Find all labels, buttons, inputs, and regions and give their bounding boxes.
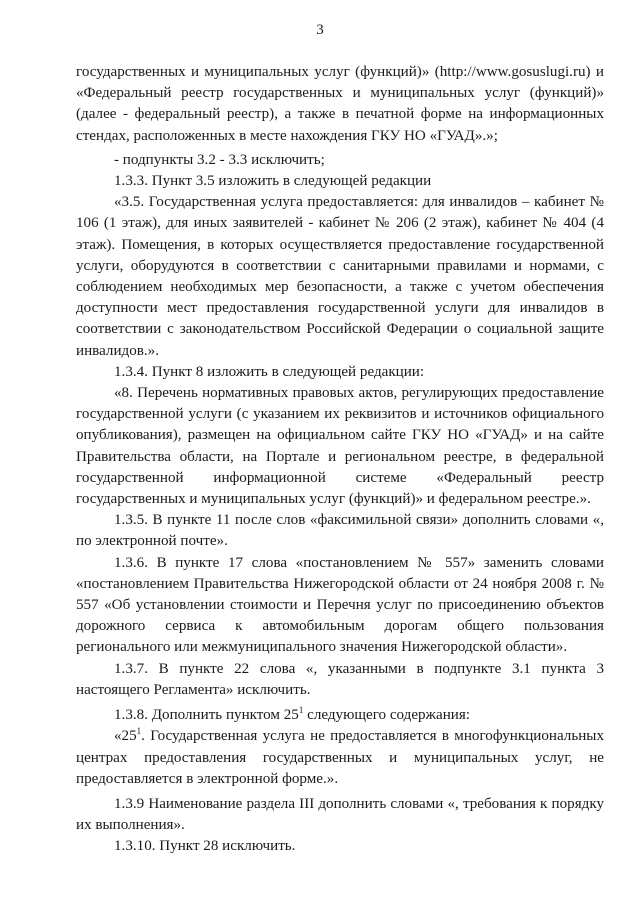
paragraph-1-3-9: 1.3.9 Наименование раздела III дополнить словами «, требования к порядку их выполнения».: [76, 795, 604, 834]
paragraph-25-1-text: [76, 726, 604, 790]
page-number: 3: [316, 22, 324, 38]
paragraph-8-text: «8. Перечень нормативных правовых актов, регулирующих предоставление государственной услуги (с указанием их реквизитов и источников официального опубликования), размещен на официальном сайте ГКУ НО «ГУАД» и на сайте Правительства области, на Портале и региональном реестре, в федеральной государственной информационной системе «Федеральный реестр государственных и муниципальных услуг (функций)» и федеральном реестре.».: [76, 385, 604, 508]
paragraph-25-1-before: «25: [114, 728, 137, 745]
paragraph-1-3-4: 1.3.4. Пункт 8 изложить в следующей редакции:: [114, 363, 425, 380]
paragraph-subpoints-exclude: - подпункты 3.2 - 3.3 исключить;: [114, 151, 325, 168]
paragraph-1-3-8: [76, 705, 604, 726]
superscript-marker: 1: [298, 705, 304, 716]
paragraph-3-5-text: «3.5. Государственная услуга предоставляется: для инвалидов – кабинет № 106 (1 этаж), для иных заявителей - кабинет № 206 (2 этаж), кабинет № 404 (4 этаж). Помещения, в которых осуществляется предоставление государственной услуги, оборудуются в соответствии с санитарными правилами и нормами, с соблюдением необходимых мер безопасности, а также с учетом обеспечения доступности мест предоставления государственной услуги для инвалидов в соответствии с законодательством Российской Федерации о социальной защите инвалидов.».: [76, 194, 604, 359]
superscript-marker: 1: [136, 726, 142, 737]
paragraph-1-3-3: 1.3.3. Пункт 3.5 изложить в следующей редакции: [114, 173, 432, 190]
paragraph-1-3-7: 1.3.7. В пункте 22 слова «, указанными в подпункте 3.1 пункта 3 настоящего Регламента» исключить.: [76, 660, 604, 698]
paragraph-1-3-8-before: 1.3.8. Дополнить пунктом 25: [114, 707, 299, 724]
document-body: [76, 62, 604, 858]
paragraph-25-1-after: . Государственная услуга не предоставляется в многофункциональных центрах предоставления государственных и муниципальных услуг, не предоставляется в электронной форме.».: [76, 728, 604, 787]
paragraph-1-3-8-after: следующего содержания:: [303, 707, 470, 724]
paragraph-continuation: государственных и муниципальных услуг (функций)» (http://www.gosuslugi.ru) и «Федеральный реестр государственных и муниципальных услуг (функций)» (далее - федеральный реестр), а также в печатной форме на информационных стендах, расположенных в месте нахождения ГКУ НО «ГУАД».»;: [76, 64, 604, 144]
paragraph-1-3-10: 1.3.10. Пункт 28 исключить.: [114, 838, 296, 855]
paragraph-1-3-5: 1.3.5. В пункте 11 после слов «факсимильной связи» дополнить словами «, по электронной почте».: [76, 512, 604, 550]
paragraph-1-3-6: 1.3.6. В пункте 17 слова «постановлением № 557» заменить словами «постановлением Правительства Нижегородской области от 24 ноября 2008 г. № 557 «Об установлении стоимости и Перечня услуг по присоединению объектов дорожного сервиса к автомобильным дорогам общего пользования регионального или межмуниципального значения Нижегородской области».: [76, 554, 604, 656]
